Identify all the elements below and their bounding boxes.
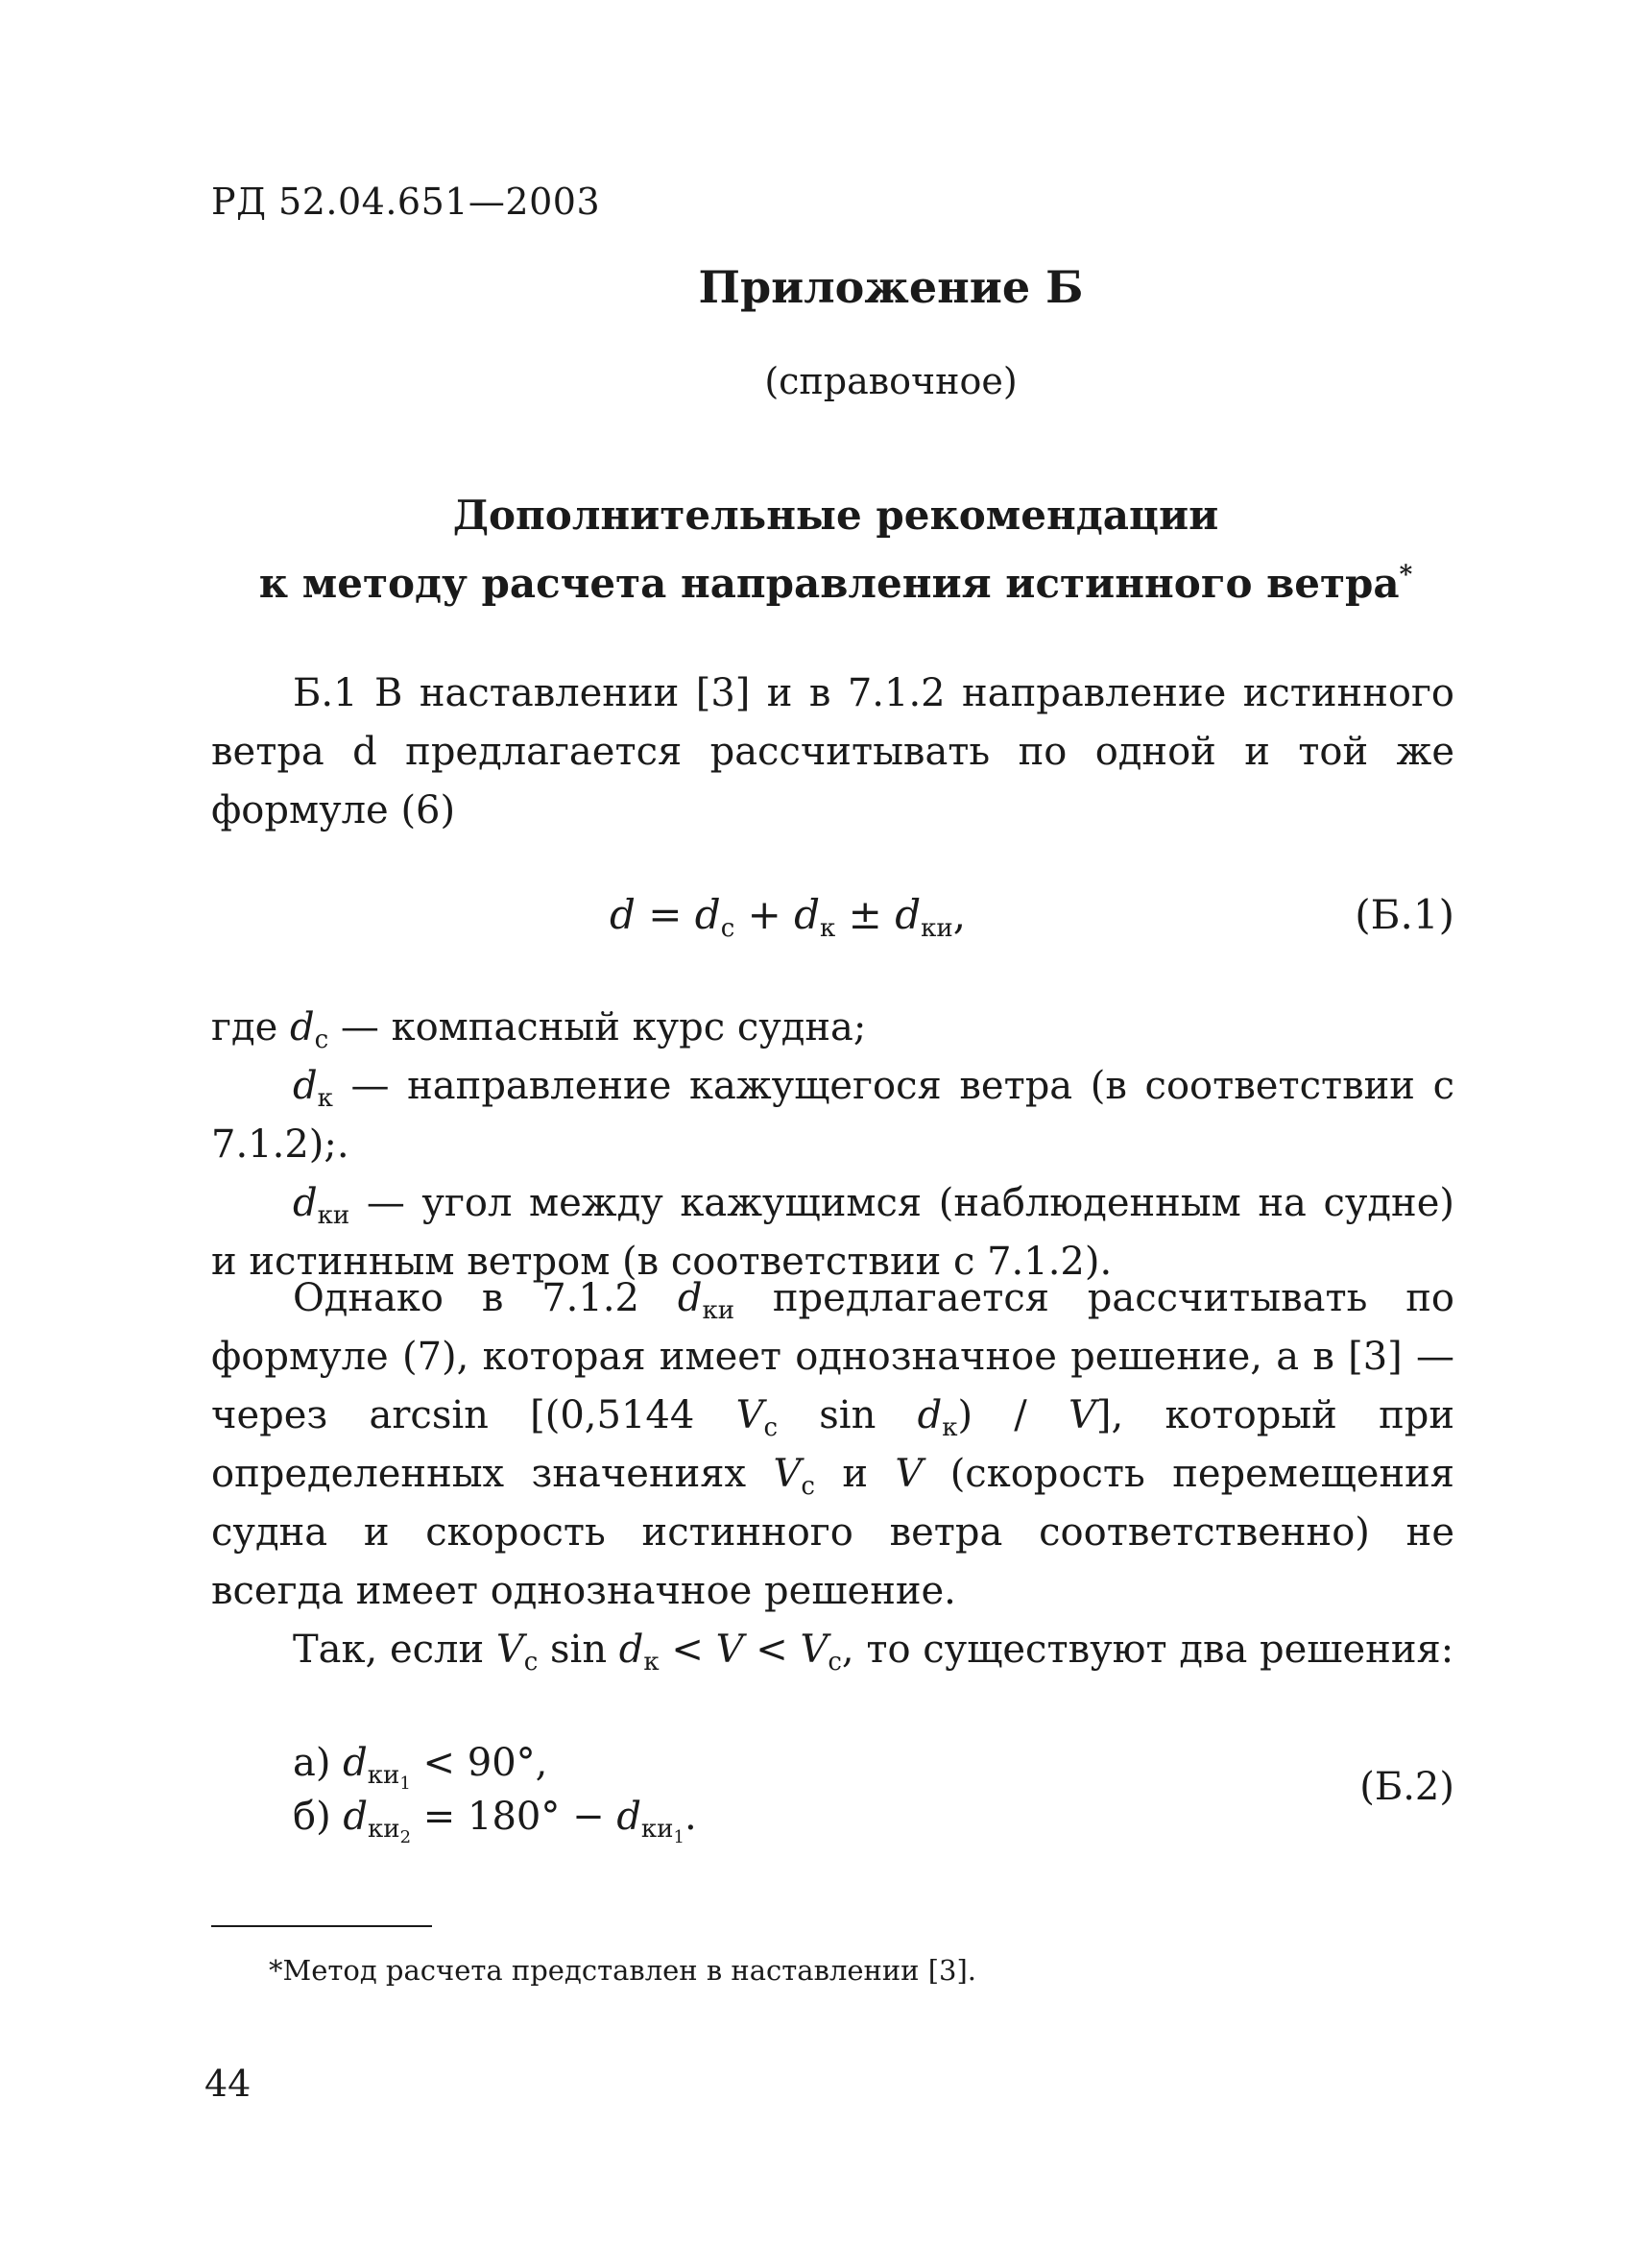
definitions (211, 999, 1454, 1291)
page-number: 44 (204, 2063, 252, 2105)
paragraph-however (211, 1269, 1454, 1621)
formula-b2-case-a: а) $d_{ки_1} < 90^\circ$, (293, 1741, 548, 1794)
definition-dc: где $d_с$ — компасный курс судна; (211, 1005, 867, 1054)
document-code: РД 52.04.651—2003 (211, 181, 601, 223)
footnote-divider (211, 1925, 432, 1927)
formula-b2-number: (Б.2) (1359, 1765, 1454, 1809)
section-title-line2: к методу расчета направления истинного ветра* (258, 560, 1413, 607)
section-title (211, 485, 1460, 614)
formula-b2-case-b: б) $d_{ки_2} = 180^\circ - d_{ки_1}$. (293, 1795, 697, 1847)
paragraph-b1-text: Б.1 В наставлении [3] и в 7.1.2 направление истинного ветра d предлагается рассчитывать по одной и той же формуле (6) (211, 671, 1454, 832)
formula-b1 (211, 891, 1454, 958)
formula-b1-number: (Б.1) (1355, 891, 1454, 938)
footnote: *Метод расчета представлен в наставлении [3]. (269, 1954, 977, 1987)
formula-b2-cases (293, 1736, 697, 1847)
definition-dk: $d_к$ — направление кажущегося ветра (в соответствии с 7.1.2);. (211, 1064, 1454, 1167)
appendix-subtitle: (справочное) (764, 360, 1018, 402)
paragraph-b1 (211, 664, 1454, 840)
definition-dki: $d_{ки}$ — угол между кажущимся (наблюденным на судне) и истинным ветром (в соответствии с 7.1.2). (211, 1181, 1454, 1284)
appendix-title: Приложение Б (698, 261, 1084, 313)
paragraph-so (211, 1621, 1454, 1679)
formula-b1-expression: $d = d_с + d_к \pm d_{ки}$, (610, 891, 967, 943)
footnote-marker: * (1399, 561, 1413, 590)
section-title-line1: Дополнительные рекомендации (452, 492, 1219, 539)
paragraph-however-text: Однако в 7.1.2 $d_{ки}$ предлагается рассчитывать по формуле (7), которая имеет однозначное решение, а в [3] — через arcsin [(0,5144 $V_с$ $\sin d_к) / V$], который при определенных значениях $V_с$ и V (скорость перемещения судна и скорость истинного ветра соответственно) не всегда имеет однозначное решение. (211, 1276, 1455, 1613)
paragraph-so-text: Так, если $V_с$ $\sin d_к < V < V_с$, то существуют два решения: (293, 1628, 1454, 1677)
